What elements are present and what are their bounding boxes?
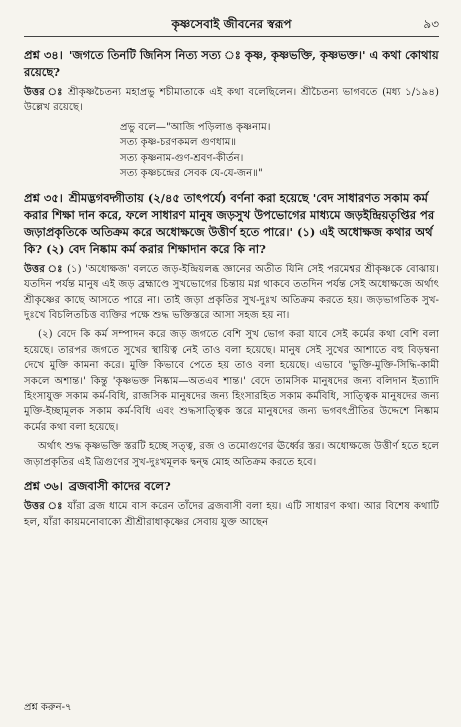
question-35 — [24, 190, 439, 258]
answer-35-part-3: অর্থাৎ শুদ্ধ কৃষ্ণভক্তি স্তরটি হচ্ছে সত্ত্ব, রজ ও তমোগুণের ঊর্ধ্বের স্তর। অধোক্ষজে উত্তীর্ণ হতে হলে জড়াপ্রকৃতির এই ত্রিগুণের সুখ-দুঃখমূলক দ্বন্দ্ব মোহ অতিক্রম করতে হবে। — [24, 441, 439, 468]
verse-line: সত্য কৃষ্ণচন্দ্রের সেবক যে-যে-জন॥" — [120, 168, 263, 180]
question-label: প্রশ্ন ৩৪। — [24, 48, 63, 62]
answer-label: উত্তর ঃ — [24, 262, 64, 275]
question-text: ব্রজবাসী কাদের বলে? — [68, 479, 171, 494]
verse-line: প্রভু বলে—"আজি পড়িলাঙ কৃষ্ণনাম। — [120, 121, 271, 133]
answer-text: (১) 'অধোক্ষজ' বলতে জড়-ইন্দ্রিয়লব্ধ জ্ঞানের অতীত যিনি সেই পরমেশ্বর শ্রীকৃষ্ণকে বোঝায়। যতদিন পর্যন্ত মানুষ এই জড় ব্রহ্মাণ্ডে সুখভোগের চিন্তায় মগ্ন থাকবে ততদিন পর্যন্ত সেই অধোক্ষজে অর্থাৎ শ্রীকৃষ্ণের কাছে আসতে পারে না। তাই জড়া প্রকৃতির সুখ-দুঃখ অতিক্রম করতে হয়। জড়ভাগতিক সুখ-দুঃখে বিচলিতচিত্ত ব্যক্তির পক্ষে শুদ্ধ ভক্তিস্তরে আসা সহজ হয় না। — [24, 263, 439, 322]
answer-35-part-1 — [24, 262, 439, 324]
verse-line: সত্য কৃষ্ণনাম-গুণ-শ্রবণ-কীর্তন। — [120, 152, 244, 164]
answer-35-part-2: (২) বেদে কি কর্ম সম্পাদন করে জড় জগতে বেশি সুখ ভোগ করা যাবে সেই কর্মের কথা বেশি বলা হয়েছে। তারপর জগতে সুখের স্থায়িত্ব নেই তাও বলা হয়েছে। মানুষ সেই সুখের আশাতে বহু বিড়ম্বনা দেখে মুক্তি কামনা করে। মুক্তি কিভাবে পেতে হয় তাও বলা হয়েছে। এভাবে 'ভুক্তি-মুক্তি-সিদ্ধি-কামী সকলে অশান্ত।' কিন্তু 'কৃষ্ণভক্ত নিষ্কাম—অতএব শান্ত।' বেদে তামসিক মানুষদের জন্য বলিদান ইত্যাদি হিংসাযুক্ত সকাম কর্ম-বিধি, রাজসিক মানুষদের জন্য হিংসারহিত সকাম কর্মবিধি, সাত্ত্বিক মানুষদের জন্য মুক্তি-ইচ্ছামূলক সকাম কর্ম-বিধি এবং শুদ্ধসাত্ত্বিক স্তরে মানুষদের জন্য ভগবৎপ্রীতির উদ্দেশে নিষ্কাম কর্মের কথা বলা হয়েছে। — [24, 329, 439, 433]
running-title: কৃষ্ণসেবাই জীবনের স্বরূপ — [171, 17, 292, 31]
answer-label: উত্তর ঃ — [24, 86, 65, 98]
question-label: প্রশ্ন ৩৫। — [24, 190, 63, 205]
answer-label: উত্তর ঃ — [24, 500, 64, 513]
question-text: শ্রীমদ্ভগবদ্গীতায় (২/৪৫ তাৎপর্যে) বর্ণনা করা হয়েছে 'বেদ সাধারণত সকাম কর্ম করার শিক্ষা দান করে, ফলে সাধারণ মানুষ জড়সুখ উপভোগের মাধ্যমে জড়ইন্দ্রিয়তৃপ্তির পর জড়াপ্রকৃতিকে অতিক্রম করে অধোক্ষজে উত্তীর্ণ হতে পারে।' (১) এই অধোক্ষজ কথার অর্থ কি? (২) বেদ নিষ্কাম কর্ম করার শিক্ষাদান করে কি না? — [24, 190, 435, 256]
answer-text: যাঁরা ব্রজ ধামে বাস করেন তাঁদের ব্রজবাসী বলা হয়। এটি সাধারণ কথা। আর বিশেষ কথাটি হল, যাঁরা কায়মনোবাক্যে শ্রীশ্রীরাধাকৃষ্ণের সেবায় যুক্ত আছেন — [24, 501, 439, 528]
verse-line: সত্য কৃষ্ণ-চরণকমল গুণধাম॥ — [120, 137, 237, 149]
page-footer: প্রশ্ন করুন-৭ — [24, 702, 72, 713]
verse-block — [120, 120, 439, 182]
answer-text: শ্রীকৃষ্ণচৈতন্য মহাপ্রভু শচীমাতাকে এই কথা বলেছিলেন। শ্রীচৈতন্য ভাগবতে (মধ্য ১/১৯৪) উল্লেখ রয়েছে। — [24, 87, 439, 114]
question-text: 'জগতে তিনটি জিনিস নিত্য সত্য ঃ কৃষ্ণ, কৃষ্ণভক্তি, কৃষ্ণভক্ত।' এ কথা কোথায় রয়েছে? — [24, 48, 439, 79]
question-36 — [24, 478, 439, 495]
question-34 — [24, 47, 439, 81]
page-number: ৯৩ — [423, 17, 439, 31]
answer-34 — [24, 85, 439, 116]
page-header — [24, 14, 439, 37]
answer-36 — [24, 499, 439, 530]
question-label: প্রশ্ন ৩৬। — [24, 479, 63, 494]
